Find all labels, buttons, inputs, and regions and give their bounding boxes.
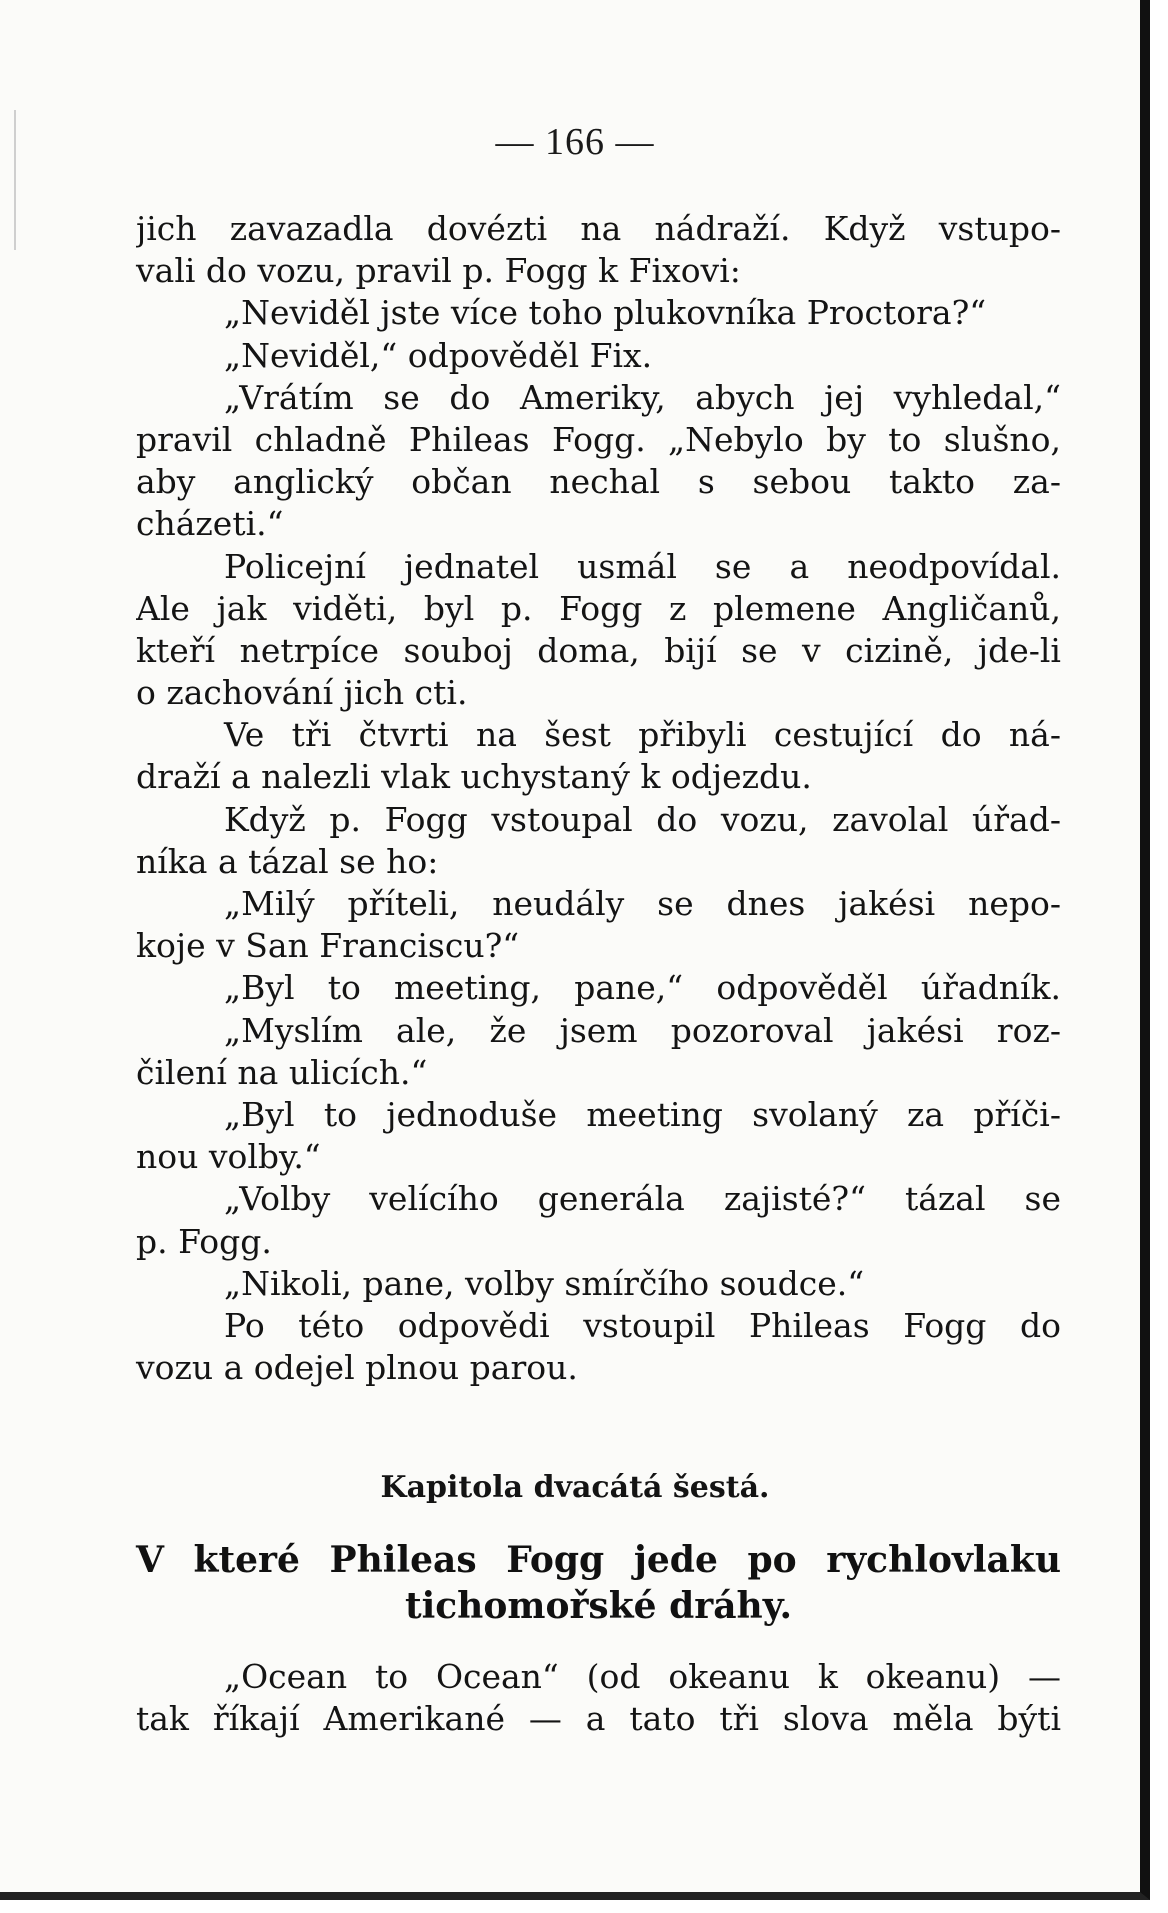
text-line: „Neviděl jste více toho plukovníka Proctora?“	[224, 293, 987, 333]
text-line: Ale jak viděti, byl p. Fogg z plemene Angličanů,	[136, 588, 1061, 628]
text-line: kteří netrpíce souboj doma, bijí se v cizině, jde-li	[136, 630, 1061, 670]
text-line: vali do vozu, pravil p. Fogg k Fixovi:	[136, 251, 741, 291]
text-line: Když p. Fogg vstoupal do vozu, zavolal úřad-	[224, 799, 1061, 839]
text-line: „Nikoli, pane, volby smírčího soudce.“	[224, 1263, 865, 1303]
text-line: „Vrátím se do Ameriky, abych jej vyhledal,“	[224, 377, 1061, 417]
text-line: Po této odpovědi vstoupil Phileas Fogg do	[224, 1305, 1061, 1345]
chapter-title-line-2: tichomořské dráhy.	[404, 1585, 793, 1627]
text-line: čilení na ulicích.“	[136, 1052, 428, 1092]
text-line: „Volby velícího generála zajisté?“ tázal se	[224, 1179, 1061, 1219]
chapter-opening-text	[136, 1656, 1061, 1740]
text-line: vozu a odejel plnou parou.	[136, 1348, 578, 1388]
body-text	[136, 208, 1061, 1389]
chapter-title	[136, 1537, 1061, 1629]
text-line: „Byl to meeting, pane,“ odpověděl úřadník.	[224, 968, 1061, 1008]
text-line: Policejní jednatel usmál se a neodpovídal.	[224, 546, 1061, 586]
text-line: draží a nalezli vlak uchystaný k odjezdu.	[136, 757, 812, 797]
text-line: o zachování jich cti.	[136, 673, 468, 713]
text-line: p. Fogg.	[136, 1221, 272, 1261]
text-line: Ve tři čtvrti na šest přibyli cestující do ná-	[224, 715, 1061, 755]
text-line: tak říkají Amerikané — a tato tři slova měla býti	[136, 1699, 1061, 1739]
text-line: pravil chladně Phileas Fogg. „Nebylo by to slušno,	[136, 419, 1061, 459]
text-line: cházeti.“	[136, 504, 284, 544]
text-line: níka a tázal se ho:	[136, 841, 439, 881]
text-line: „Milý příteli, neudály se dnes jakési nepo-	[224, 884, 1061, 923]
page-number: — 166 —	[495, 121, 655, 163]
text-line: koje v San Franciscu?“	[136, 926, 520, 966]
text-line: „Ocean to Ocean“ (od okeanu k okeanu) —	[224, 1657, 1061, 1696]
text-line: „Neviděl,“ odpověděl Fix.	[224, 335, 653, 375]
chapter-title-line-1: V které Phileas Fogg jede po rychlovlaku	[136, 1539, 1061, 1581]
text-line: jich zavazadla dovézti na nádraží. Když vstupo-	[136, 209, 1061, 248]
text-line: „Byl to jednoduše meeting svolaný za příči-	[224, 1094, 1061, 1134]
text-line: „Myslím ale, že jsem pozoroval jakési roz-	[224, 1010, 1061, 1050]
text-line: aby anglický občan nechal s sebou takto za-	[136, 462, 1061, 502]
chapter-label: Kapitola dvacátá šestá.	[380, 1470, 770, 1505]
text-line: nou volby.“	[136, 1137, 321, 1177]
